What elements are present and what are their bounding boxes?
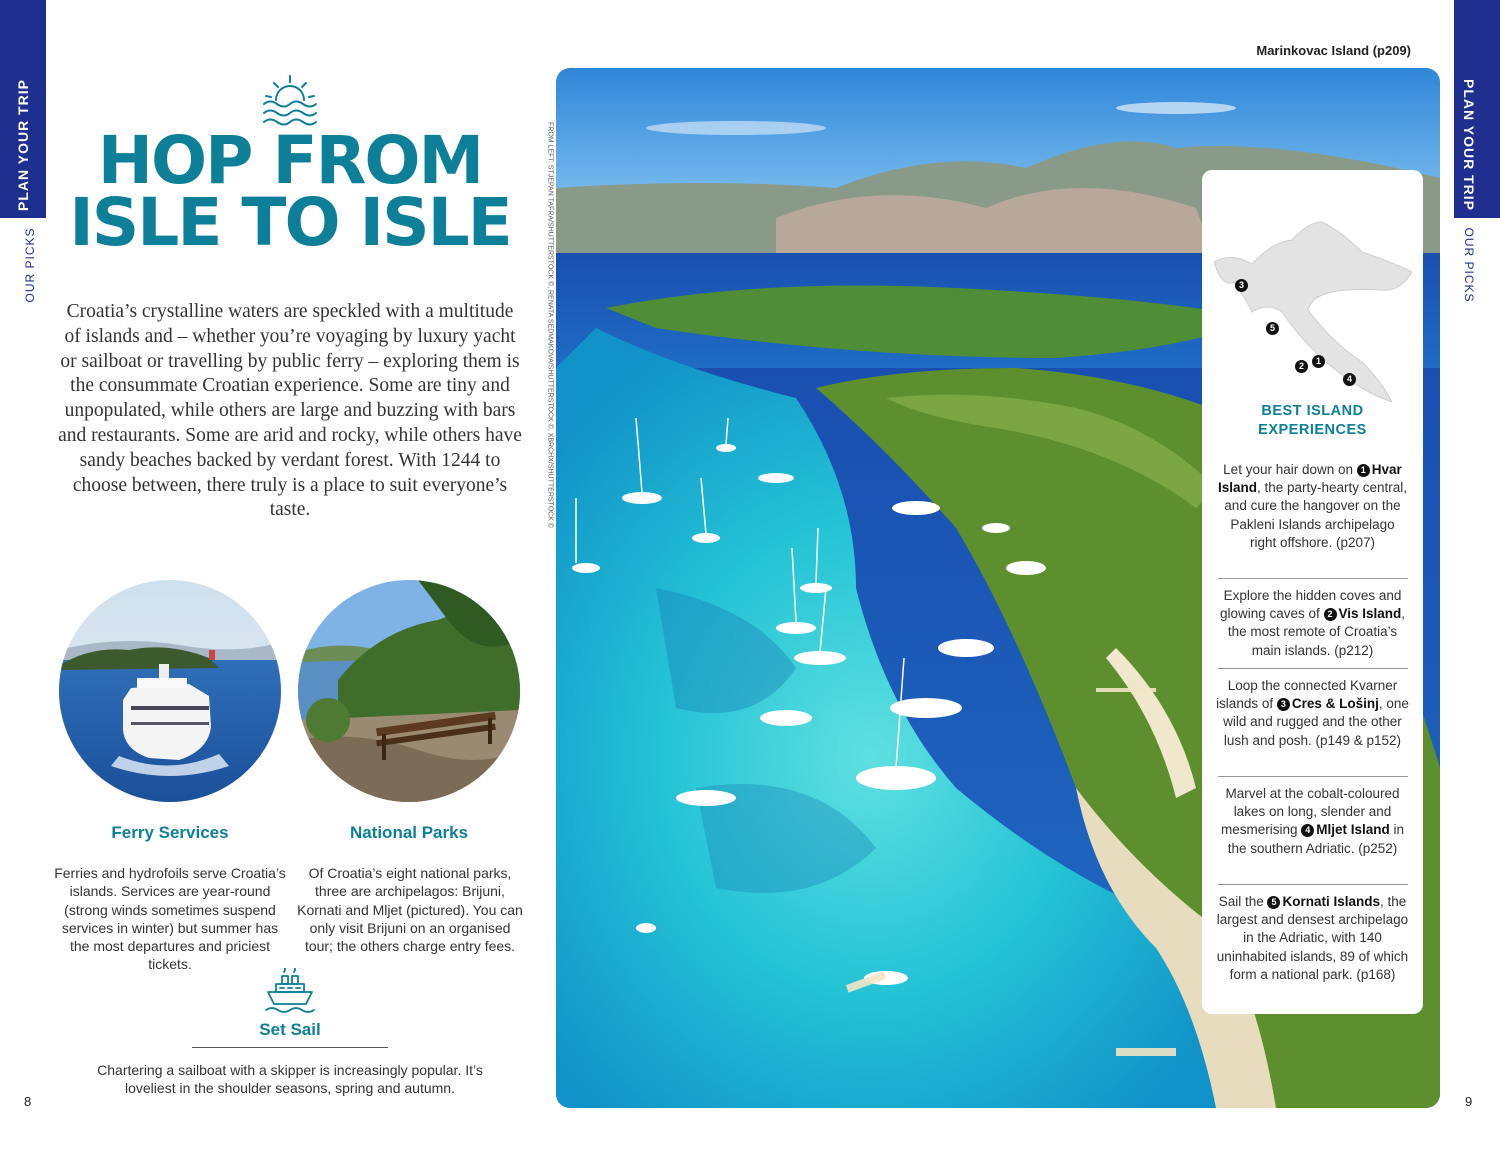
ferry-services-title: Ferry Services — [111, 823, 229, 842]
panel-heading — [1202, 402, 1423, 440]
number-badge: 4 — [1301, 824, 1314, 837]
ferry-services-text: Ferries and hydrofoils serve Croatia’s islands. Services are year-round (strong winds sometimes suspend services in winter) but summer has the most departures and priciest tickets. — [54, 865, 286, 973]
experience-name: Kornati Islands — [1282, 894, 1381, 909]
side-tab-left-sublabel: OUR PICKS — [23, 227, 37, 303]
number-badge: 3 — [1277, 698, 1290, 711]
page-number-left: 8 — [24, 1094, 32, 1109]
number-badge: 2 — [1324, 608, 1337, 621]
page-title — [60, 122, 520, 261]
panel-heading-line-1: BEST ISLAND — [1261, 403, 1364, 419]
experience-hvar — [1216, 461, 1409, 552]
map-marker-2: 2 — [1295, 360, 1308, 373]
map-marker-1: 1 — [1312, 355, 1325, 368]
ship-icon — [262, 968, 318, 1018]
divider — [1218, 884, 1408, 885]
experience-mljet — [1216, 785, 1409, 858]
set-sail-title: Set Sail — [259, 1020, 321, 1039]
national-parks-title: National Parks — [349, 823, 469, 842]
set-sail-divider — [192, 1047, 388, 1048]
ferry-photo — [59, 580, 281, 802]
national-parks-text: Of Croatia’s eight national parks, three are archipelagos: Brijuni, Kornati and Mljet (pictured). You can only visit Brijuni on an organised tour; the others charge entry fees. — [297, 865, 523, 955]
number-badge: 1 — [1357, 464, 1370, 477]
photo-credit — [545, 95, 555, 555]
experience-text: , the party-hearty central, and cure the hangover on the Pakleni Islands archipelago right offshore. (p207) — [1224, 480, 1408, 550]
experience-text: Loop the connected Kvarner islands of — [1216, 678, 1398, 712]
map-marker-4: 4 — [1343, 373, 1356, 386]
experience-text: , the most remote of Croatia’s main islands. (p212) — [1227, 606, 1406, 658]
experience-name: Cres & Lošinj — [1291, 696, 1379, 712]
side-tab-right-sublabel: OUR PICKS — [1462, 227, 1476, 303]
side-tab-right-label: PLAN YOUR TRIP — [1461, 79, 1477, 211]
experience-kornati — [1216, 893, 1409, 984]
side-tab-left-label: PLAN YOUR TRIP — [15, 79, 31, 211]
page-title-line-1: HOP FROM — [97, 122, 483, 199]
map-marker-3: 3 — [1235, 279, 1248, 292]
sun-over-waves-icon — [258, 72, 322, 128]
divider — [1218, 668, 1408, 669]
best-island-experiences-panel — [1202, 170, 1423, 1014]
experience-cres-losinj — [1216, 677, 1409, 750]
page-title-line-2: ISLE TO ISLE — [69, 184, 511, 261]
experience-name: Mljet Island — [1316, 822, 1390, 838]
photo-credit-text: FROM LEFT: STJEPAN TAFRA/SHUTTERSTOCK ©, RENATA SEDMAKOVA/SHUTTERSTOCK ©, XBRCHX/SHUTTERSTOCK © — [546, 122, 554, 528]
page-number-right: 9 — [1465, 1094, 1473, 1109]
map-marker-5: 5 — [1266, 322, 1279, 335]
divider — [1218, 776, 1408, 777]
photo-caption: Marinkovac Island (p209) — [1256, 43, 1411, 58]
experience-text: Let your hair down on — [1223, 462, 1354, 477]
divider — [1218, 578, 1408, 579]
national-parks-photo — [298, 580, 520, 802]
experience-vis — [1216, 587, 1409, 660]
set-sail-text: Chartering a sailboat with a skipper is increasingly popular. It’s loveliest in the shoulder seasons, spring and autumn. — [97, 1062, 483, 1097]
number-badge: 5 — [1267, 896, 1280, 909]
experience-text: Explore the hidden coves and glowing caves of — [1219, 588, 1402, 622]
intro-paragraph: Croatia’s crystalline waters are speckled with a multitude of islands and – whether you’re voyaging by luxury yacht or sailboat or travelling by public ferry – exploring them is the consummate Croatian experience. Some are tiny and unpopulated, while others are large and buzzing with bars and restaurants. Some are arid and rocky, while others have sandy beaches backed by verdant forest. With 1244 to choose between, there truly is a place to suit everyone’s taste. — [58, 301, 522, 521]
experience-text: Marvel at the cobalt-coloured lakes on long, slender and mesmerising — [1220, 786, 1400, 838]
experience-text: in the southern Adriatic. (p252) — [1227, 822, 1405, 856]
croatia-locator-map — [1212, 192, 1412, 402]
panel-heading-line-2: EXPERIENCES — [1258, 422, 1367, 438]
experience-name: Hvar Island — [1217, 462, 1402, 496]
experience-text: , the largest and densest archipelago in the Adriatic, with 140 uninhabited islands, 89 of which form a national park. (p168) — [1216, 894, 1409, 982]
experience-text: Sail the — [1218, 894, 1264, 909]
experience-text: , one wild and rugged and the other lush and posh. (p149 & p152) — [1223, 696, 1409, 748]
experience-name: Vis Island — [1338, 606, 1402, 622]
